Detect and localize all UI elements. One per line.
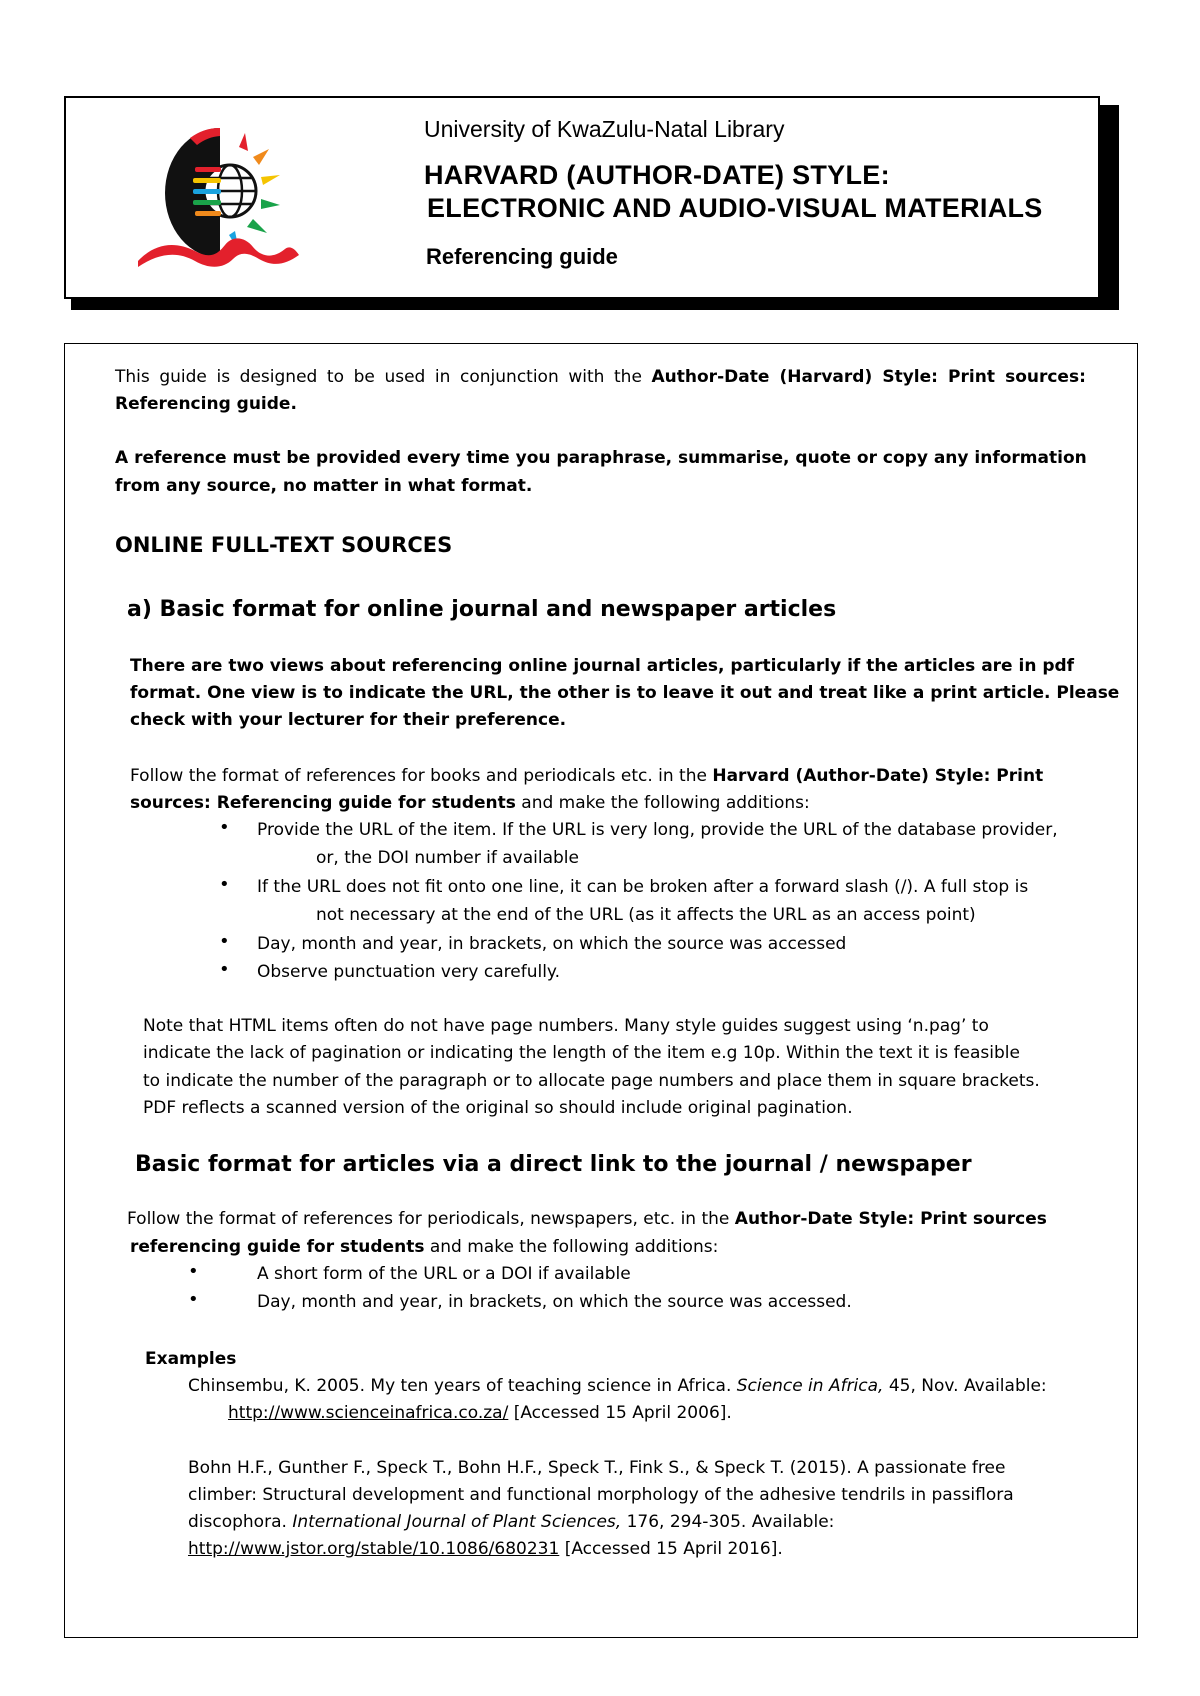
example-2-line-1: Bohn H.F., Gunther F., Speck T., Bohn H.F., Speck T., Fink S., & Speck T. (2015). A passionate free (188, 1458, 1006, 1478)
follow-format-line-1 (130, 763, 1043, 791)
bullet-item-1-line-2: or, the DOI number if available (316, 848, 579, 868)
subheading-direct-link: Basic format for articles via a direct link to the journal / newspaper (135, 1152, 972, 1177)
pagination-note-line-3: to indicate the number of the paragraph or to allocate page numbers and place them in square brackets. (143, 1071, 1040, 1091)
intro-paragraph-line-1 (115, 364, 1092, 392)
section-heading-online: ONLINE FULL-TEXT SOURCES (115, 533, 453, 557)
example-1-line-1 (188, 1373, 1047, 1401)
example-1-url-link[interactable]: http://www.scienceinafrica.co.za/ (228, 1403, 509, 1423)
views-line-1: There are two views about referencing online journal articles, particularly if the articles are in pdf (130, 656, 1075, 676)
direct-follow-guide-name-cont: referencing guide for students (130, 1237, 425, 1257)
bullet-icon: • (219, 931, 230, 952)
direct-bullet-item-2: Day, month and year, in brackets, on which the source was accessed. (257, 1292, 852, 1312)
bullet-icon: • (188, 1261, 199, 1282)
header-banner (64, 96, 1100, 299)
reference-rule-line-2: from any source, no matter in what format. (115, 476, 533, 496)
title-line-1: HARVARD (AUTHOR-DATE) STYLE: (424, 160, 890, 190)
bullet-item-4: Observe punctuation very carefully. (257, 962, 560, 982)
example-1-line-2 (228, 1400, 732, 1428)
reference-rule-line-1: A reference must be provided every time you paraphrase, summarise, quote or copy any information (115, 448, 1087, 468)
bullet-icon: • (219, 874, 230, 895)
direct-follow-text-cont: and make the following additions: (424, 1237, 719, 1257)
bullet-item-3: Day, month and year, in brackets, on which the source was accessed (257, 934, 847, 954)
ukzn-logo-icon (135, 123, 305, 273)
subheading-basic-format-online: a) Basic format for online journal and newspaper articles (127, 597, 837, 622)
direct-follow-guide-name: Author-Date Style: Print sources (734, 1209, 1047, 1229)
views-line-2: format. One view is to indicate the URL, the other is to leave it out and treat like a print article. Please (130, 683, 1120, 703)
bullet-icon: • (188, 1289, 199, 1310)
document-title (424, 159, 1043, 225)
pagination-note-line-4: PDF reflects a scanned version of the original so should include original pagination. (143, 1098, 853, 1118)
pagination-note-line-2: indicate the lack of pagination or indicating the length of the item e.g 10p. Within the text it is feasible (143, 1043, 1020, 1063)
example-2-url-link[interactable]: http://www.jstor.org/stable/10.1086/680231 (188, 1539, 560, 1559)
example-2-accessed: [Accessed 15 April 2016]. (559, 1539, 783, 1559)
example-2-line-3 (188, 1509, 834, 1537)
bullet-item-2-line-1: If the URL does not fit onto one line, it can be broken after a forward slash (/). A full stop is (257, 877, 1029, 897)
pagination-note-line-1: Note that HTML items often do not have page numbers. Many style guides suggest using ‘n.pag’ to (143, 1016, 989, 1036)
title-line-2: ELECTRONIC AND AUDIO-VISUAL MATERIALS (427, 193, 1043, 223)
example-1-issue: 45, Nov. Available: (883, 1376, 1047, 1396)
example-1-journal: Science in Africa, (736, 1376, 884, 1396)
document-subtitle: Referencing guide (426, 244, 618, 269)
follow-text-cont: and make the following additions: (515, 793, 810, 813)
example-2-line-4 (188, 1536, 783, 1564)
example-2-volume: 176, 294-305. Available: (621, 1512, 835, 1532)
bullet-icon: • (219, 959, 230, 980)
intro-guide-name: Author-Date (Harvard) Style: Print sources: (651, 367, 1086, 387)
intro-text: This guide is designed to be used in conjunction with the (115, 367, 652, 387)
direct-follow-line-1 (127, 1206, 1047, 1234)
views-line-3: check with your lecturer for their preference. (130, 710, 567, 730)
follow-guide-name-cont: sources: Referencing guide for students (130, 793, 516, 813)
follow-format-line-2 (130, 790, 810, 818)
library-name: University of KwaZulu-Natal Library (424, 116, 785, 142)
examples-heading: Examples (145, 1349, 237, 1369)
direct-bullet-item-1: A short form of the URL or a DOI if available (257, 1264, 631, 1284)
follow-guide-name: Harvard (Author-Date) Style: Print (712, 766, 1044, 786)
example-1-accessed: [Accessed 15 April 2006]. (508, 1403, 732, 1423)
direct-follow-text: Follow the format of references for periodicals, newspapers, etc. in the (127, 1209, 735, 1229)
direct-follow-line-2 (130, 1234, 718, 1262)
bullet-icon: • (219, 817, 230, 838)
example-2-title-end: discophora. (188, 1512, 293, 1532)
follow-text: Follow the format of references for books and periodicals etc. in the (130, 766, 713, 786)
bullet-item-2-line-2: not necessary at the end of the URL (as it affects the URL as an access point) (316, 905, 976, 925)
bullet-item-1-line-1: Provide the URL of the item. If the URL is very long, provide the URL of the database provider, (257, 820, 1058, 840)
example-2-line-2: climber: Structural development and functional morphology of the adhesive tendrils in passiflora (188, 1485, 1014, 1505)
intro-paragraph-line-2: Referencing guide. (115, 394, 297, 414)
example-2-journal: International Journal of Plant Sciences, (292, 1512, 622, 1532)
example-1-author-title: Chinsembu, K. 2005. My ten years of teaching science in Africa. (188, 1376, 737, 1396)
